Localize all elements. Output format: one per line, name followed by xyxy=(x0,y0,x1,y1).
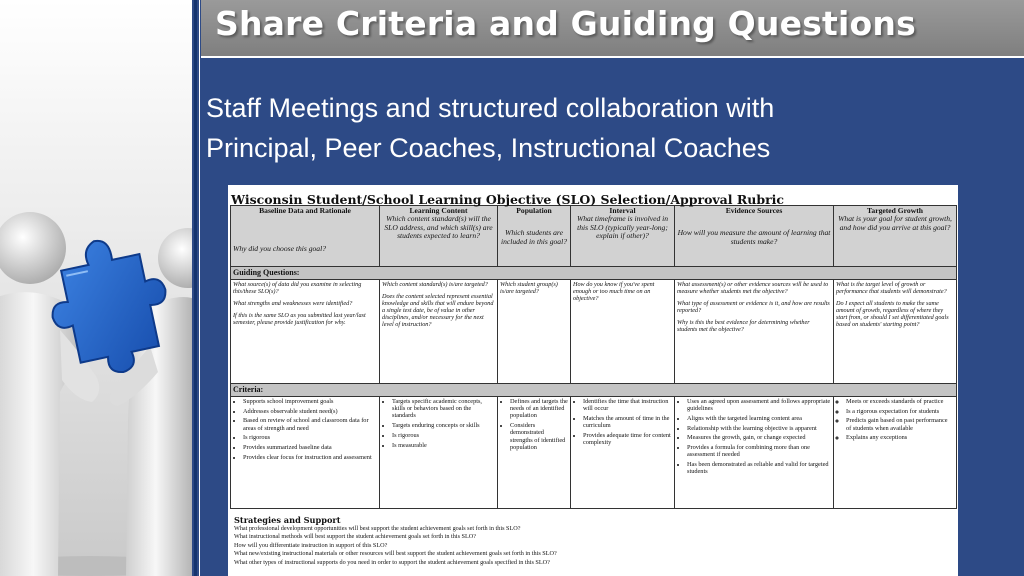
column-header xyxy=(498,206,571,267)
criteria-item: • Uses an agreed upon assessment and follows appropriate guidelines xyxy=(687,398,831,412)
criteria-band xyxy=(231,384,957,397)
vertical-divider xyxy=(194,0,197,576)
guiding-cell xyxy=(571,280,675,384)
slide-subtitle xyxy=(206,88,986,168)
column-header xyxy=(834,206,957,267)
column-header-question: What timeframe is involved in this SLO (typically year-long; explain if other)? xyxy=(576,214,669,241)
guiding-question: What source(s) of data did you examine in selecting this/these SLO(s)? xyxy=(233,281,362,296)
column-header-label: Evidence Sources xyxy=(725,206,783,215)
column-header-label: Population xyxy=(516,206,552,215)
strategies-line: What other types of instructional supports do you need in order to support the student achievement goals specified in this SLO? xyxy=(234,558,550,566)
subtitle-line: Staff Meetings and structured collaboration with xyxy=(206,93,775,123)
subtitle-line: Principal, Peer Coaches, Instructional Coaches xyxy=(206,133,771,163)
criteria-item: ◦ Predicts gain based on past performance of students when available xyxy=(846,417,954,431)
criteria-item: ◦ Explains any exceptions xyxy=(846,434,954,441)
guiding-question: Why is this the best evidence for determining whether students met the objective? xyxy=(677,319,810,334)
guiding-question: What type of assessment or evidence is it, and how are results reported? xyxy=(677,300,830,315)
strategies-heading: Strategies and Support xyxy=(234,515,341,525)
criteria-item: • Provides clear focus for instruction and assessment xyxy=(243,454,377,461)
criteria-item: • Aligns with the targeted learning content area xyxy=(687,415,831,422)
strategies-line: How will you differentiate instruction in support of this SLO? xyxy=(234,541,388,549)
rubric-table xyxy=(230,205,957,509)
column-header-label: Learning Content xyxy=(409,206,468,215)
column-header-label: Targeted Growth xyxy=(867,206,923,215)
guiding-cell xyxy=(675,280,834,384)
criteria-item: • Relationship with the learning objective is apparent xyxy=(687,425,831,432)
criteria-cell xyxy=(498,397,571,509)
guiding-question: Which student group(s) is/are targeted? xyxy=(500,281,558,296)
guiding-question: What strengths and weaknesses were identified? xyxy=(233,300,353,308)
criteria-item: • Identifies the time that instruction will occur xyxy=(583,398,672,412)
criteria-item: • Addresses observable student need(s) xyxy=(243,408,377,415)
strategies-section xyxy=(228,509,958,567)
criteria-cell xyxy=(571,397,675,509)
criteria-item: ◦ Meets or exceeds standards of practice xyxy=(846,398,954,405)
rubric-title: Wisconsin Student/School Learning Objective (SLO) Selection/Approval Rubric xyxy=(231,192,785,207)
vertical-divider-highlight xyxy=(199,0,200,576)
column-header-question: How will you measure the amount of learning that students make? xyxy=(677,228,831,246)
criteria-item: • Provides a formula for combining more than one assessment if needed xyxy=(687,444,831,458)
criteria-item: • Considers demonstrated strengths of identified population xyxy=(510,422,568,451)
criteria-item: • Is rigorous xyxy=(392,432,495,439)
band-label: Guiding Questions: xyxy=(231,267,957,280)
criteria-item: • Has been demonstrated as reliable and valid for targeted students xyxy=(687,461,831,475)
criteria-item: • Based on review of school and classroom data for areas of strength and need xyxy=(243,417,377,431)
criteria-item: ◦ Is a rigorous expectation for students xyxy=(846,408,954,415)
guiding-question: If this is the same SLO as you submitted last year/last semester, please provide justification for why. xyxy=(233,312,366,327)
column-header-question: What is your goal for student growth, and how did you arrive at this goal? xyxy=(838,214,952,232)
criteria-item: • Is rigorous xyxy=(243,434,377,441)
guiding-question: What is the target level of growth or performance that students will demonstrate? xyxy=(836,281,947,296)
guiding-cell xyxy=(380,280,498,384)
guiding-question: What assessment(s) or other evidence sources will be used to measure whether students met the objective? xyxy=(677,281,829,296)
guiding-questions-row xyxy=(231,280,957,384)
criteria-item: • Targets enduring concepts or skills xyxy=(392,422,495,429)
strategies-line: What instructional methods will best support the student achievement goals set forth in this SLO? xyxy=(234,533,476,541)
title-bar xyxy=(201,0,1024,58)
guiding-cell xyxy=(231,280,380,384)
criteria-item: • Targets specific academic concepts, skills or behaviors based on the standards xyxy=(392,398,495,420)
criteria-item: • Defines and targets the needs of an identified population xyxy=(510,398,568,420)
column-header-question: Why did you choose this goal? xyxy=(233,244,327,254)
column-header-question: Which content standard(s) will the SLO address, and which skill(s) are students expected to learn? xyxy=(384,214,493,241)
criteria-item: • Measures the growth, gain, or change expected xyxy=(687,434,831,441)
strategies-line: What professional development opportunities will best support the student achievement goals set forth in this SLO? xyxy=(234,525,521,532)
criteria-item: • Provides adequate time for content complexity xyxy=(583,432,672,446)
guiding-questions-band xyxy=(231,267,957,280)
criteria-cell xyxy=(675,397,834,509)
column-header-question: Which students are included in this goal? xyxy=(500,228,568,246)
guiding-question: Do I expect all students to make the same amount of growth, regardless of where they start from, or should I set differentiated goals based on students' starting point? xyxy=(836,300,949,329)
strategies-line: What new/existing instructional materials or other resources will best support the student achievement goals set forth in this SLO? xyxy=(234,550,557,558)
criteria-cell xyxy=(380,397,498,509)
column-header xyxy=(675,206,834,267)
slide-title: Share Criteria and Guiding Questions xyxy=(215,4,916,43)
column-header-label: Interval xyxy=(609,206,636,215)
criteria-item: • Supports school improvement goals xyxy=(243,398,377,405)
slo-rubric-document xyxy=(228,185,958,576)
puzzle-figures-illustration xyxy=(0,0,192,576)
puzzle-figures-icon xyxy=(0,0,192,576)
criteria-cell xyxy=(834,397,957,509)
guiding-cell xyxy=(498,280,571,384)
criteria-row xyxy=(231,397,957,509)
guiding-question: Which content standard(s) is/are targeted? xyxy=(382,281,488,288)
rubric-header-row xyxy=(231,206,957,267)
criteria-item: • Matches the amount of time in the curriculum xyxy=(583,415,672,429)
band-label: Criteria: xyxy=(231,384,957,397)
column-header xyxy=(571,206,675,267)
criteria-cell xyxy=(231,397,380,509)
guiding-question: How do you know if you've spent enough or too much time on an objective? xyxy=(573,281,655,303)
guiding-cell xyxy=(834,280,957,384)
column-header xyxy=(380,206,498,267)
criteria-item: • Provides summarized baseline data xyxy=(243,444,377,451)
guiding-question: Does the content selected represent essential knowledge and skills that will endure beyond a single test date, be of value in other disciplines, and/or necessary for the next level of instruction? xyxy=(382,293,494,329)
column-header xyxy=(231,206,380,267)
column-header-label: Baseline Data and Rationale xyxy=(259,206,351,215)
criteria-item: • Is measurable xyxy=(392,442,495,449)
